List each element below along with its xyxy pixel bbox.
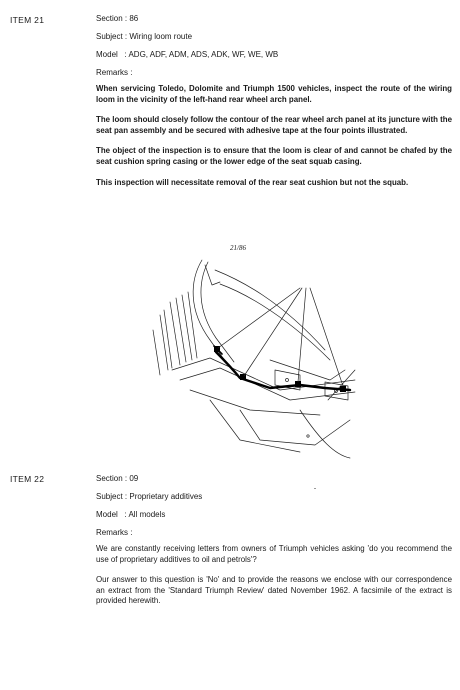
figure-label: 21/86 (230, 244, 246, 252)
scan-speck (314, 488, 316, 489)
item-21-body (96, 14, 452, 198)
item-22-subject: Subject : Proprietary additives (96, 492, 203, 501)
item-21-label: ITEM 21 (10, 15, 45, 25)
item-21-paragraph: The loom should closely follow the contour of the rear wheel arch panel at its juncture with the seat pan assembly and be secured with adhesive tape at the four points illustrated. (96, 115, 452, 135)
item-22-paragraph: Our answer to this question is 'No' and to provide the reasons we enclose with our correspondence an extract from the 'Standard Triumph Review' dated November 1962. A facsimile of the extract is provided herewith. (96, 575, 452, 606)
item-22-remarks: Remarks : (96, 528, 133, 537)
item-21-subject: Subject : Wiring loom route (96, 32, 193, 41)
item-21-paragraph: This inspection will necessitate removal of the rear seat cushion but not the squab. (96, 177, 409, 187)
item-22-paragraph: We are constantly receiving letters from owners of Triumph vehicles asking 'do you recommend the use of proprietary additives to oil and petrols'? (96, 544, 452, 564)
item-22-model: Model : All models (96, 510, 166, 519)
wiring-loom-illustration (150, 240, 360, 462)
item-22-label: ITEM 22 (10, 474, 45, 484)
item-21-section: Section : 86 (96, 14, 139, 23)
item-22-section: Section : 09 (96, 474, 139, 483)
item-21-paragraph: The object of the inspection is to ensure that the loom is clear of and cannot be chafed by the seat cushion spring casing or the lower edge of the seat squab casing. (96, 146, 452, 166)
item-21-remarks: Remarks : (96, 68, 133, 77)
item-21-model: Model : ADG, ADF, ADM, ADS, ADK, WF, WE, WB (96, 50, 279, 59)
item-22-body (96, 474, 452, 617)
item-21-paragraph: When servicing Toledo, Dolomite and Triumph 1500 vehicles, inspect the route of the wiring loom in the vicinity of the left-hand rear wheel arch panel. (96, 84, 452, 104)
